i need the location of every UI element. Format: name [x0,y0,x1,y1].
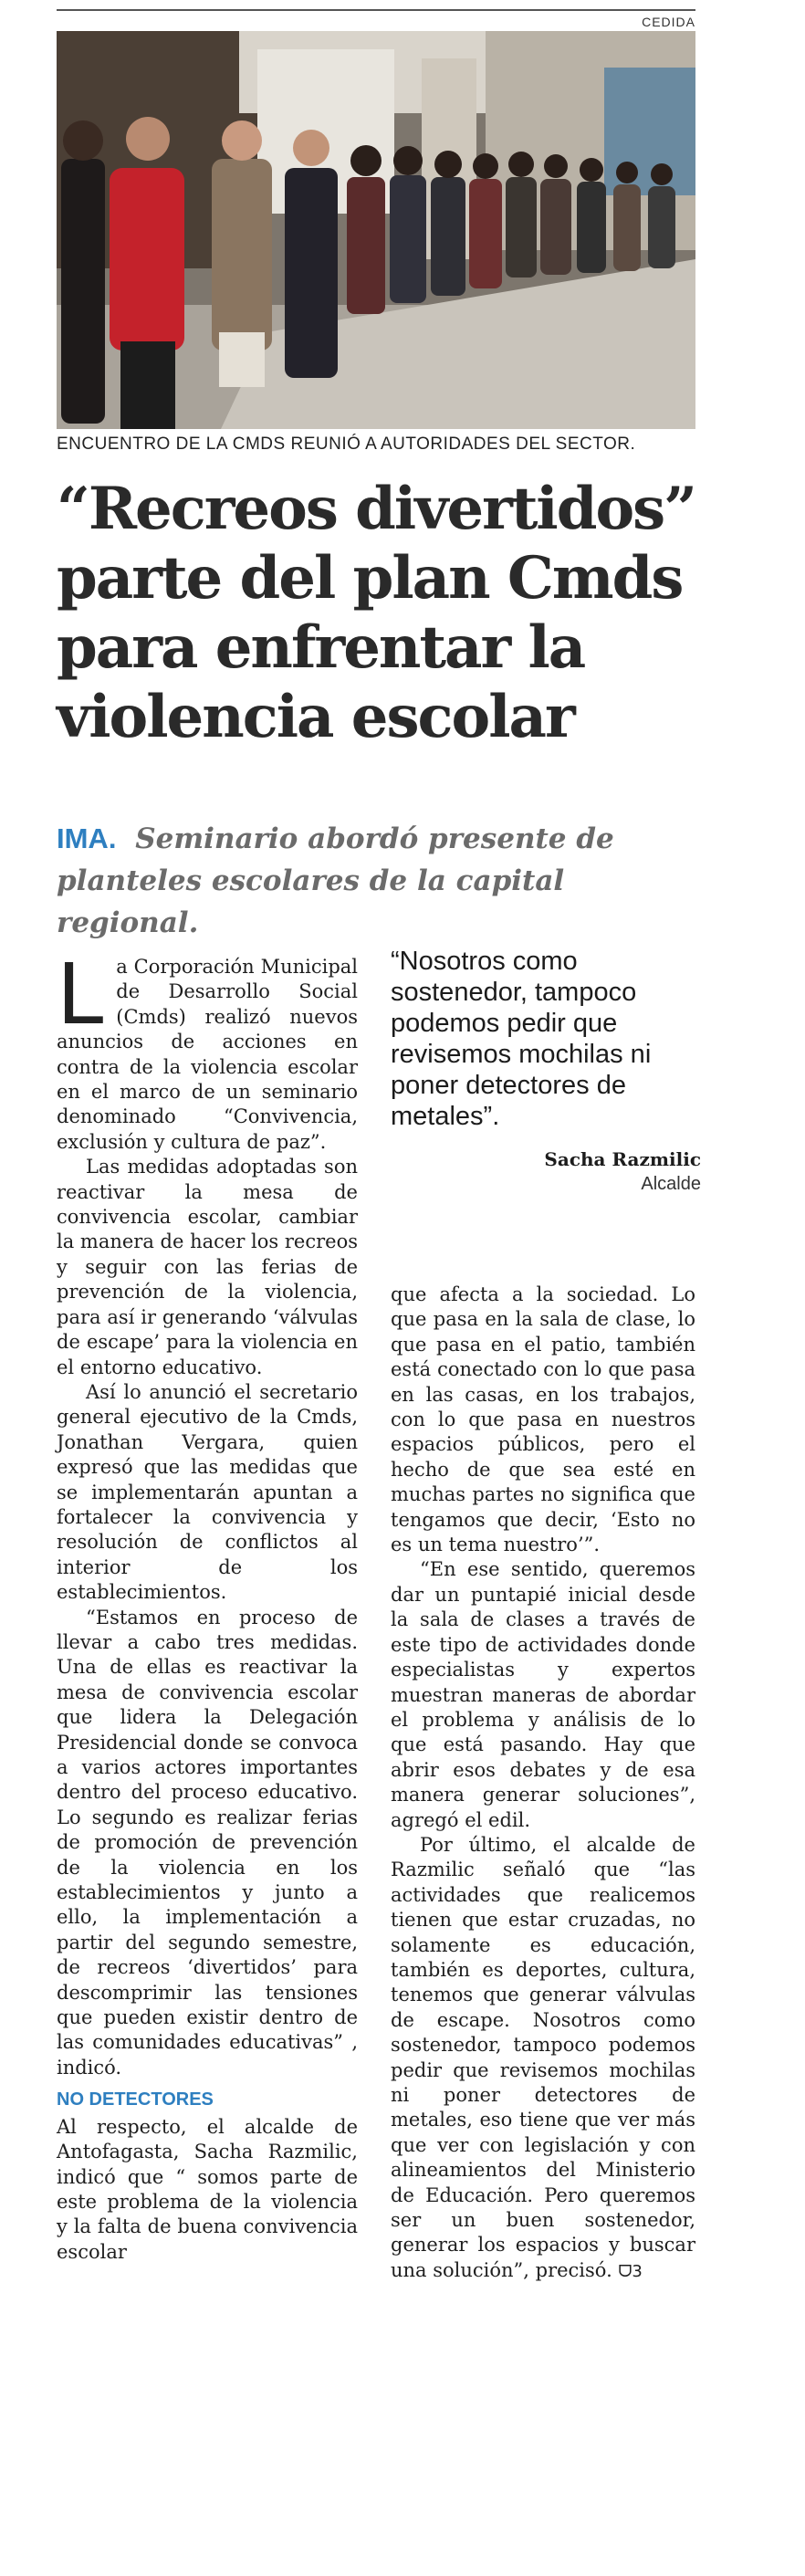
pull-quote-name: Sacha Razmilic [544,1148,701,1170]
drop-cap: L [57,946,104,1043]
article-column-right [391,1283,695,2284]
photo-caption: ENCUENTRO DE LA CMDS REUNIÓ A AUTORIDADES DEL SECTOR. [57,435,636,454]
paragraph: “Estamos en proceso de llevar a cabo tres medidas. Una de ellas es reactivar la mesa de convivencia escolar que lidera la Delegación Presidencial donde se convoca a varios actores importantes dentro del proceso educativo. Lo segundo es realizar ferias de promoción de prevención de la violencia en los establecimientos y junto a ello, la implementación a partir del segundo semestre, de recreos ‘divertidos’ para descomprimir las tensiones que pueden existir dentro de las comunidades educativas” , indicó. [57,1606,358,2079]
headline: “Recreos divertidos” parte del plan Cmds para enfrentar la violencia escolar [57,475,695,751]
photo-credit: CEDIDA [642,15,695,29]
kicker [57,818,714,944]
paragraph: “En ese sentido, queremos dar un puntapié inicial desde la sala de clases a través de este tipo de actividades donde especialistas y expertos muestran maneras de abordar el problema y análisis de lo que está pasando. Hay que abrir esos debates y de esa manera generar soluciones”, agregó el edil. [391,1558,695,1831]
paragraph: Al respecto, el alcalde de Antofagasta, Sacha Razmilic, indicó que “ somos parte de este problema de la violencia y la falta de buena convivencia escolar [57,2115,358,2263]
section-subhead: NO DETECTORES [57,2089,214,2110]
pull-quote-role: Alcalde [641,1174,701,1194]
paragraph [391,1833,695,2284]
article-column-left [57,946,358,2265]
lead-text: a Corporación Municipal de Desarrollo Social (Cmds) realizó nuevos anuncios de acciones en contra de la violencia escolar en el marco de un seminario denominado “Convivencia, exclusión y cultura de paz”. [57,956,358,1153]
paragraph: Las medidas adoptadas son reactivar la mesa de convivencia escolar, cambiar la manera de hacer los recreos y seguir con las ferias de prevención de la violencia, para así ir generando ‘válvulas de escape’ para la violencia en el entorno educativo. [57,1156,358,1378]
end-mark: ᗜ3 [618,2261,643,2281]
pull-quote-text: “Nosotros como sostenedor, tampoco podemos pedir que revisemos mochilas ni poner detectores de metales”. [391,947,652,1131]
closing-text: Por último, el alcalde de Razmilic señaló que “las actividades que realicemos tienen que estar cruzadas, no solamente es educación, también es deportes, cultura, tenemos que generar válvulas de escape. Nosotros como sostenedor, tampoco podemos pedir que revisemos mochilas ni poner detectores de metales, eso tiene que ver más que ver con legislación y con alineamientos del Ministerio de Educación. Pero queremos ser un buen sostenedor, generar los espacios y buscar una solución”, precisó. [391,1833,695,2281]
kicker-text: Seminario abordó presente de planteles escolares de la capital regional. [57,822,614,939]
event-photo [57,31,695,429]
paragraph [57,946,358,1155]
paragraph: que afecta a la sociedad. Lo que pasa en la sala de clase, lo que pasa en el patio, también está conectado con lo que pasa en las casas, en los trabajos, con lo que pasa en nuestros espacios públicos, pero el hecho de que sea esté en muchas partes no significa que tengamos que decir, ‘Esto no es un tema nuestro’”. [391,1283,695,1556]
top-rule [57,9,695,11]
pull-quote [391,946,701,1195]
kicker-place: IMA. [57,822,117,854]
paragraph: Así lo anunció el secretario general ejecutivo de la Cmds, Jonathan Vergara, quien expresó que las medidas que se implementarán apuntan a fortalecer la convivencia y resolución de conflictos al interior de los establecimientos. [57,1380,358,1604]
